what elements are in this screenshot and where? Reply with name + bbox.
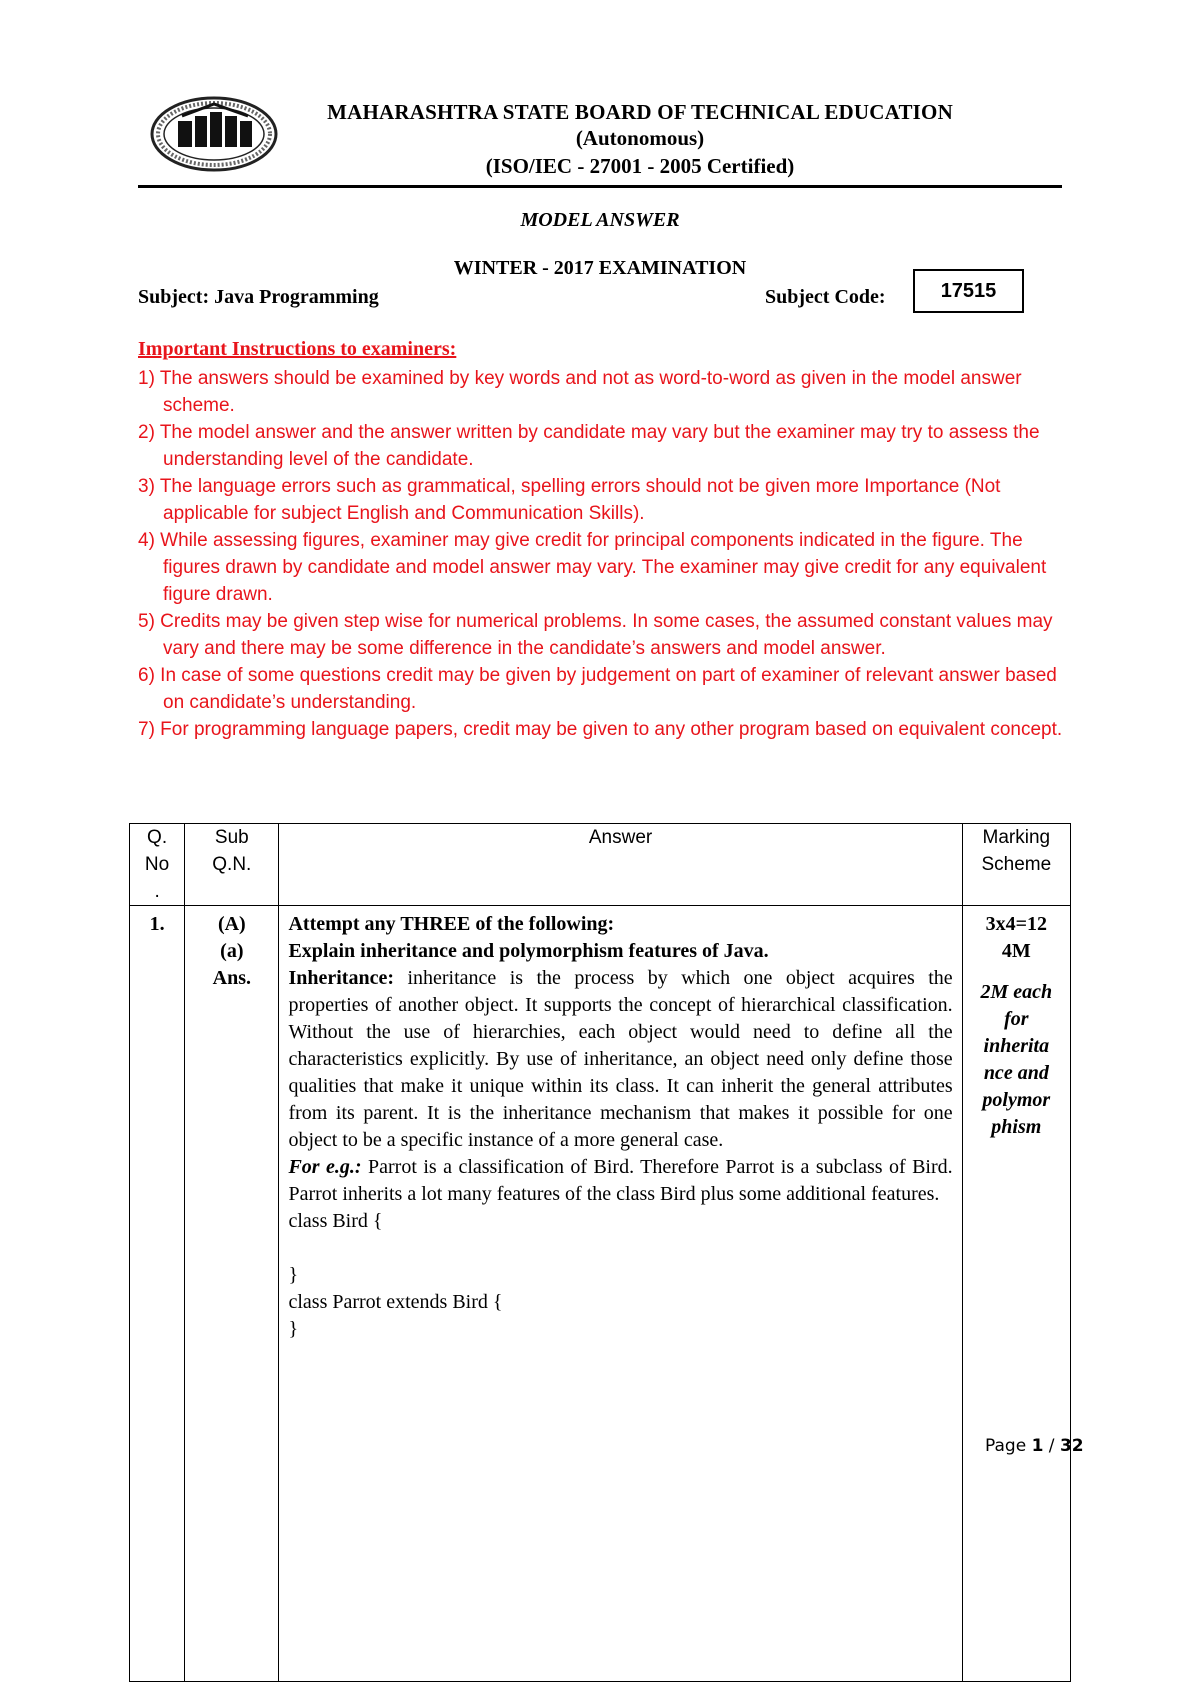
instructions-title: Important Instructions to examiners:	[138, 338, 457, 360]
instruction-item: 6) In case of some questions credit may be given by judgement on part of examiner of relevant answer based on candidate’s understanding.	[138, 665, 1057, 713]
inheritance-paragraph	[288, 965, 952, 1154]
code-line: }	[288, 1264, 299, 1286]
cell-qno: 1.	[130, 906, 185, 1682]
header-subqn-text: Sub Q.N.	[212, 827, 252, 875]
instructions-list	[138, 365, 1068, 743]
code-line: class Parrot extends Bird {	[288, 1291, 503, 1313]
header-subqn	[185, 824, 279, 906]
header-marking	[962, 824, 1070, 906]
instruction-item: 1) The answers should be examined by key words and not as word-to-word as given in the model answer scheme.	[138, 368, 1022, 416]
page-label: Page	[985, 1436, 1032, 1456]
table-header-row	[130, 824, 1071, 906]
header-qno	[130, 824, 185, 906]
table-row	[130, 906, 1071, 1682]
inheritance-label: Inheritance:	[288, 967, 395, 989]
code-line	[288, 1235, 952, 1262]
sub-a: (A)	[217, 913, 246, 935]
cell-marking	[962, 906, 1070, 1682]
org-certification: (ISO/IEC - 27001 - 2005 Certified)	[485, 154, 795, 178]
mark-note: 2M each for inherita nce and polymor phism	[980, 981, 1053, 1138]
page-number: 1	[1031, 1436, 1044, 1456]
subject-code-label: Subject Code:	[765, 286, 886, 308]
sub-ans: Ans.	[212, 967, 251, 989]
page-total: 32	[1059, 1436, 1084, 1456]
instruction-item: 2) The model answer and the answer written by candidate may vary but the examiner may try to assess the understanding level of the candidate.	[138, 422, 1040, 470]
doc-title: MODEL ANSWER	[520, 209, 680, 231]
header-qno-text: Q. No .	[144, 827, 170, 902]
example-text: Parrot is a classification of Bird. Therefore Parrot is a subclass of Bird. Parrot inherits a lot many features of the class Bird plus some additional features.	[288, 1156, 953, 1205]
mark-total: 3x4=12	[985, 913, 1048, 935]
page-separator: /	[1043, 1436, 1060, 1456]
header-answer: Answer	[279, 824, 962, 906]
instruction-item: 5) Credits may be given step wise for numerical problems. In some cases, the assumed constant values may vary and there may be some difference in the candidate’s answers and model answer.	[138, 611, 1053, 659]
cell-answer	[279, 906, 962, 1682]
exam-name: WINTER - 2017 EXAMINATION	[453, 257, 747, 279]
inheritance-text: inheritance is the process by which one object acquires the properties of another object. It supports the concept of hierarchical classification. Without the use of hierarchies, each object would need to define all the characteristics explicitly. By use of inheritance, an object need only define those qualities that make it unique within its class. It can inherit the general attributes from its parent. It is the inheritance mechanism that makes it possible for one object to be a specific instance of a more general case.	[288, 967, 953, 1151]
question-text: Explain inheritance and polymorphism features of Java.	[288, 940, 769, 962]
attempt-instruction: Attempt any THREE of the following:	[288, 913, 615, 935]
instruction-item: 7) For programming language papers, credit may be given to any other program based on equivalent concept.	[138, 719, 1063, 740]
answer-table	[129, 823, 1071, 1682]
mark-question: 4M	[1001, 940, 1031, 962]
cell-subqn	[185, 906, 279, 1682]
header-marking-text: Marking Scheme	[981, 827, 1052, 875]
code-line: class Bird {	[288, 1210, 383, 1232]
sub-b: (a)	[220, 940, 244, 962]
example-paragraph	[288, 1154, 952, 1208]
example-label: For e.g.:	[288, 1156, 362, 1178]
subject-code-box: 17515	[913, 269, 1024, 313]
header-divider	[138, 185, 1062, 188]
instruction-item: 3) The language errors such as grammatical, spelling errors should not be given more Importance (Not applicable for subject English and Communication Skills).	[138, 476, 1001, 524]
org-autonomous: (Autonomous)	[575, 126, 705, 150]
org-name: MAHARASHTRA STATE BOARD OF TECHNICAL EDUCATION	[327, 100, 953, 124]
subject-label: Subject: Java Programming	[138, 286, 379, 308]
instruction-item: 4) While assessing figures, examiner may give credit for principal components indicated in the figure. The figures drawn by candidate and model answer may vary. The examiner may give credit for any equivalent figure drawn.	[138, 530, 1047, 605]
page-footer	[985, 1436, 1084, 1456]
code-line: }	[288, 1318, 299, 1340]
